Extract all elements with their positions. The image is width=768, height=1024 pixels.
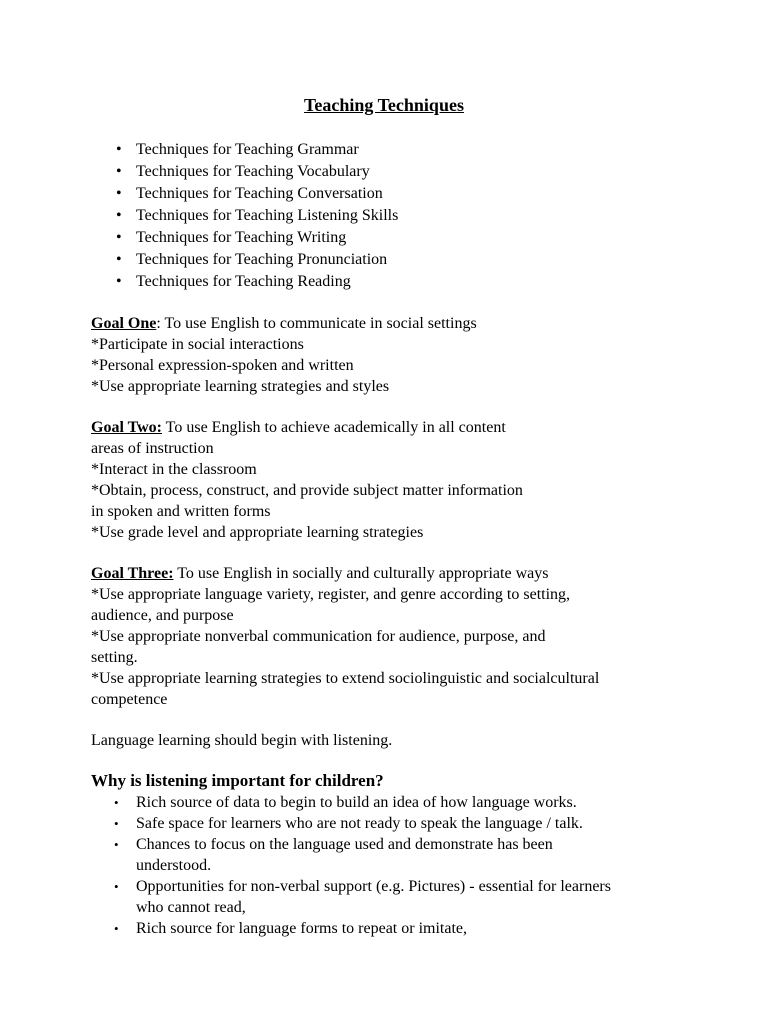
bullet-icon: •	[116, 141, 122, 158]
goal-two-heading	[91, 417, 671, 438]
goal-one-point: *Personal expression-spoken and written	[91, 357, 354, 374]
list-item: • Rich source of data to begin to build an idea of how language works.	[114, 794, 577, 811]
goal-three-point: audience, and purpose	[91, 607, 234, 624]
list-item: • Rich source for language forms to repeat or imitate,	[114, 920, 467, 937]
goal-three-label: Goal Three:	[91, 565, 174, 582]
goal-one-point: *Participate in social interactions	[91, 336, 304, 353]
goal-two-label: Goal Two:	[91, 419, 162, 436]
statement-section	[91, 730, 671, 751]
bullet-icon: •	[116, 251, 122, 268]
goal-two-point: *Interact in the classroom	[91, 461, 257, 478]
goal-three-text: To use English in socially and culturally appropriate ways	[173, 565, 549, 582]
bullet-icon: •	[114, 837, 119, 852]
why-list	[114, 792, 674, 939]
goal-three-section	[91, 563, 671, 710]
goal-one-label: Goal One	[91, 315, 157, 332]
bullet-icon: •	[116, 229, 122, 246]
goal-three-point: *Use appropriate language variety, register, and genre according to setting,	[91, 586, 571, 603]
bullet-icon: •	[114, 795, 119, 810]
bullet-icon: •	[114, 921, 119, 936]
bullet-icon: •	[116, 207, 122, 224]
list-item: • Chances to focus on the language used and demonstrate has been understood.	[114, 836, 553, 874]
goal-two-point: *Use grade level and appropriate learning strategies	[91, 524, 424, 541]
list-item: • Techniques for Teaching Grammar	[116, 139, 398, 161]
goal-three-point: *Use appropriate nonverbal communication for audience, purpose, and	[91, 628, 546, 645]
statement-text: Language learning should begin with listening.	[91, 732, 393, 749]
bullet-icon: •	[116, 273, 122, 290]
list-item: • Techniques for Teaching Pronunciation	[116, 249, 398, 271]
techniques-list	[116, 139, 398, 293]
list-item: • Techniques for Teaching Conversation	[116, 183, 398, 205]
list-item: • Safe space for learners who are not ready to speak the language / talk.	[114, 815, 583, 832]
page-title: Teaching Techniques	[304, 95, 464, 115]
goal-three-point: *Use appropriate learning strategies to extend sociolinguistic and socialcultural	[91, 670, 600, 687]
list-item: • Opportunities for non-verbal support (e.g. Pictures) - essential for learners who cannot read,	[114, 878, 611, 916]
goal-two-point: *Obtain, process, construct, and provide subject matter information	[91, 482, 523, 499]
goal-one-point: *Use appropriate learning strategies and styles	[91, 378, 390, 395]
why-heading: Why is listening important for children?	[91, 771, 384, 790]
bullet-icon: •	[116, 185, 122, 202]
goal-two-text: To use English to achieve academically in all content	[161, 419, 506, 436]
list-item: • Techniques for Teaching Reading	[116, 271, 398, 293]
list-item: • Techniques for Teaching Vocabulary	[116, 161, 398, 183]
goal-one-text: : To use English to communicate in social settings	[156, 315, 477, 332]
bullet-icon: •	[116, 163, 122, 180]
list-item: • Techniques for Teaching Writing	[116, 227, 398, 249]
list-item: • Techniques for Teaching Listening Skills	[116, 205, 398, 227]
goal-three-point: competence	[91, 691, 168, 708]
goal-three-heading	[91, 563, 671, 584]
goal-two-text-continued: areas of instruction	[91, 440, 214, 457]
goal-one-section	[91, 313, 671, 397]
goal-one-heading	[91, 313, 671, 334]
goal-three-point: setting.	[91, 649, 138, 666]
goal-two-section	[91, 417, 671, 543]
bullet-icon: •	[114, 816, 119, 831]
why-section	[91, 770, 671, 791]
bullet-icon: •	[114, 879, 119, 894]
goal-two-point: in spoken and written forms	[91, 503, 271, 520]
